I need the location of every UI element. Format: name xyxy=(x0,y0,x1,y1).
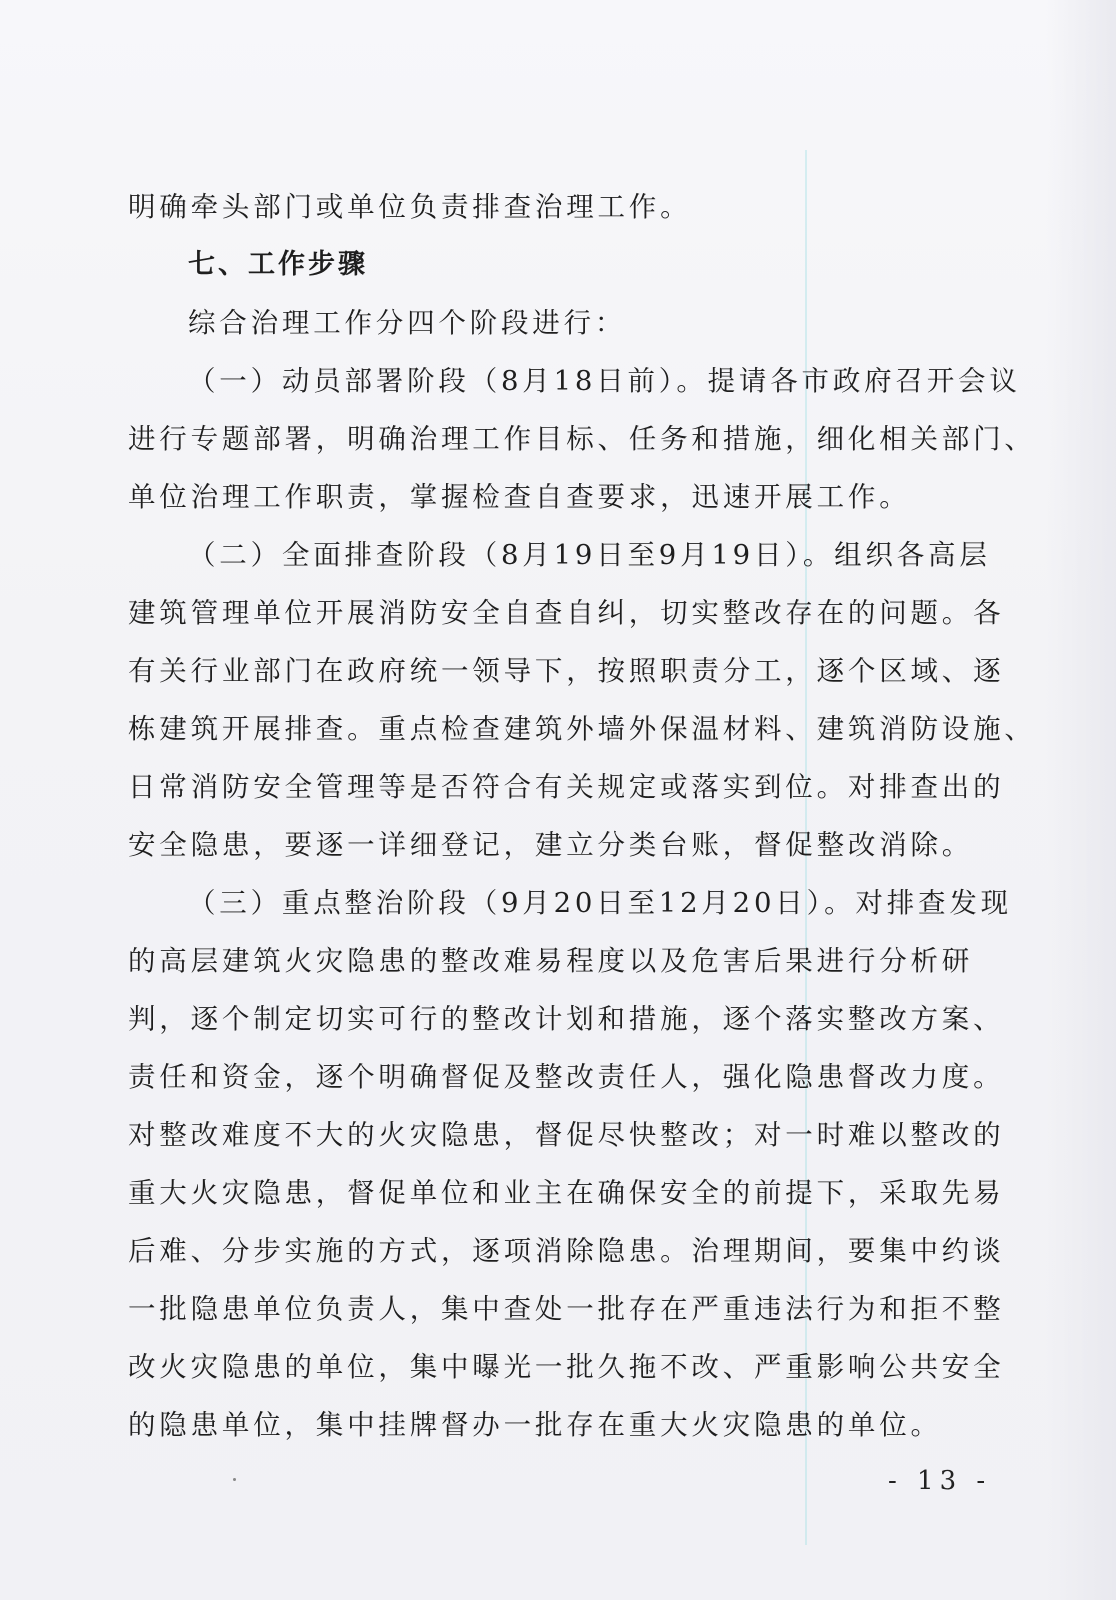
text-line: 进行专题部署，明确治理工作目标、任务和措施，细化相关部门、 xyxy=(128,423,1036,455)
text-line: 综合治理工作分四个阶段进行： xyxy=(188,307,627,339)
text-line: 对整改难度不大的火灾隐患，督促尽快整改；对一时难以整改的 xyxy=(128,1119,1005,1151)
text-line: （一）动员部署阶段（8月18日前）。提请各市政府召开会议 xyxy=(188,365,1021,397)
text-line: 一批隐患单位负责人，集中查处一批存在严重违法行为和拒不整 xyxy=(128,1293,1005,1325)
page-number: - 13 - xyxy=(888,1466,992,1496)
text-line: 改火灾隐患的单位，集中曝光一批久拖不改、严重影响公共安全 xyxy=(128,1351,1005,1383)
text-line: 判，逐个制定切实可行的整改计划和措施，逐个落实整改方案、 xyxy=(128,1003,1005,1035)
paper-edge-shadow xyxy=(1046,0,1116,1600)
body-text xyxy=(128,178,1036,1454)
text-line: 重大火灾隐患，督促单位和业主在确保安全的前提下，采取先易 xyxy=(128,1177,1005,1209)
text-line: 建筑管理单位开展消防安全自查自纠，切实整改存在的问题。各 xyxy=(128,597,1005,629)
text-line: 单位治理工作职责，掌握检查自查要求，迅速开展工作。 xyxy=(128,481,911,513)
text-line: 明确牵头部门或单位负责排查治理工作。 xyxy=(128,191,692,223)
text-line: 后难、分步实施的方式，逐项消除隐患。治理期间，要集中约谈 xyxy=(128,1235,1005,1267)
text-line: 栋建筑开展排查。重点检查建筑外墙外保温材料、建筑消防设施、 xyxy=(128,713,1036,745)
text-line: （二）全面排查阶段（8月19日至9月19日）。组织各高层 xyxy=(188,539,991,571)
text-line: 的高层建筑火灾隐患的整改难易程度以及危害后果进行分析研 xyxy=(128,945,974,977)
text-line: 安全隐患，要逐一详细登记，建立分类台账，督促整改消除。 xyxy=(128,829,974,861)
text-line: 的隐患单位，集中挂牌督办一批存在重大火灾隐患的单位。 xyxy=(128,1409,942,1441)
section-heading: 七、工作步骤 xyxy=(188,249,368,280)
text-line: 责任和资金，逐个明确督促及整改责任人，强化隐患督改力度。 xyxy=(128,1061,1005,1093)
scan-dot-mark xyxy=(233,1478,236,1481)
text-line: 日常消防安全管理等是否符合有关规定或落实到位。对排查出的 xyxy=(128,771,1005,803)
text-line: 有关行业部门在政府统一领导下，按照职责分工，逐个区域、逐 xyxy=(128,655,1005,687)
text-line: （三）重点整治阶段（9月20日至12月20日）。对排查发现 xyxy=(188,887,1012,919)
